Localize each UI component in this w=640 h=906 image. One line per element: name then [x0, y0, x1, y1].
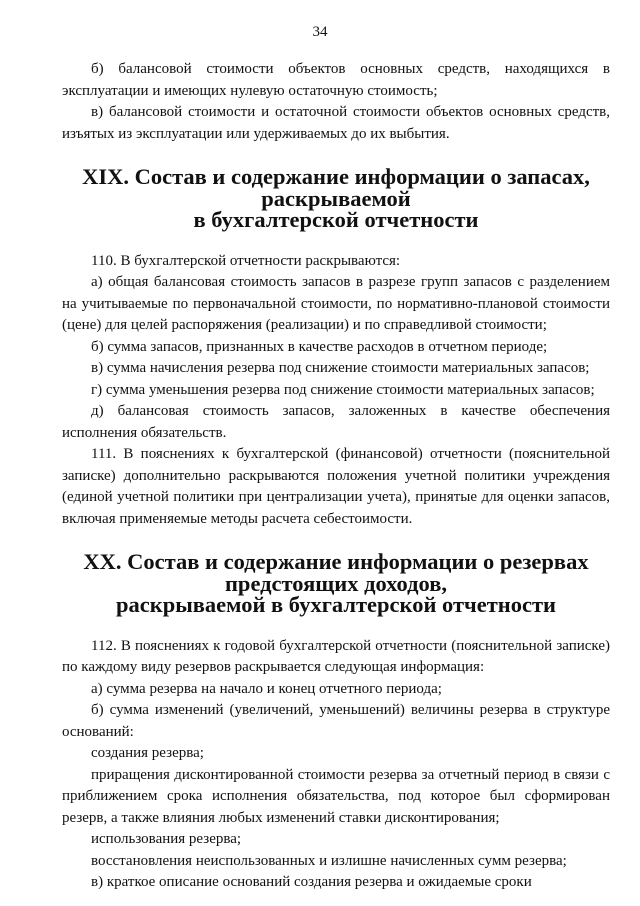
paragraph: б) сумма запасов, признанных в качестве расходов в отчетном периоде;: [91, 338, 548, 355]
paragraph: г) сумма уменьшения резерва под снижение стоимости материальных запасов;: [91, 381, 595, 398]
list-item: б) балансовой стоимости объектов основных средств, находящихся в эксплуатации и имеющих нулевую остаточную стоимость;: [62, 61, 610, 99]
paragraph: а) общая балансовая стоимость запасов в разрезе групп запасов с разделением на учитываемые по первоначальной стоимости, по нормативно-плановой стоимости (цене) для целей распоряжения (реализации) и по справедливой стоимости;: [62, 274, 610, 333]
paragraph: восстановления неиспользованных и излишне начисленных сумм резерва;: [91, 852, 567, 869]
list-item: в) балансовой стоимости и остаточной стоимости объектов основных средств, изъятых из эксплуатации или удерживаемых до их выбытия.: [62, 104, 610, 142]
paragraph: 112. В пояснениях к годовой бухгалтерской отчетности (пояснительной записке) по каждому виду резервов раскрывается следующая информация:: [62, 637, 610, 675]
paragraph: д) балансовая стоимость запасов, заложенных в качестве обеспечения исполнения обязательств.: [62, 403, 610, 441]
page-number: 34: [312, 24, 328, 40]
section-heading: [62, 551, 610, 616]
paragraph: создания резерва;: [91, 745, 204, 761]
section-heading-line: раскрываемой в бухгалтерской отчетности: [115, 592, 556, 617]
section-heading-line: XX. Состав и содержание информации о резервах предстоящих доходов,: [83, 549, 589, 596]
paragraph: а) сумма резерва на начало и конец отчетного периода;: [91, 680, 442, 697]
paragraph: 111. В пояснениях к бухгалтерской (финансовой) отчетности (пояснительной записке) дополнительно раскрываются положения учетной политики учреждения (единой учетной политики при централизации учета), принятые для оценки запасов, включая применяемые методы расчета себестоимости.: [62, 446, 610, 527]
document-body: [62, 59, 610, 894]
section-heading-line: в бухгалтерской отчетности: [193, 207, 479, 232]
paragraph: б) сумма изменений (увеличений, уменьшений) величины резерва в структуре оснований:: [62, 702, 610, 740]
paragraph: использования резерва;: [91, 831, 242, 847]
paragraph: 110. В бухгалтерской отчетности раскрываются:: [91, 252, 401, 269]
section-heading: [62, 166, 610, 231]
section-heading-line: XIX. Состав и содержание информации о запасах, раскрываемой: [82, 164, 590, 211]
paragraph: в) краткое описание оснований создания резерва и ожидаемые сроки: [91, 874, 532, 890]
paragraph: в) сумма начисления резерва под снижение стоимости материальных запасов;: [91, 360, 590, 376]
paragraph: приращения дисконтированной стоимости резерва за отчетный период в связи с приближением срока исполнения обязательства, под которое был сформирован резерв, а также влияния любых изменений ставки дисконтирования;: [62, 766, 610, 826]
